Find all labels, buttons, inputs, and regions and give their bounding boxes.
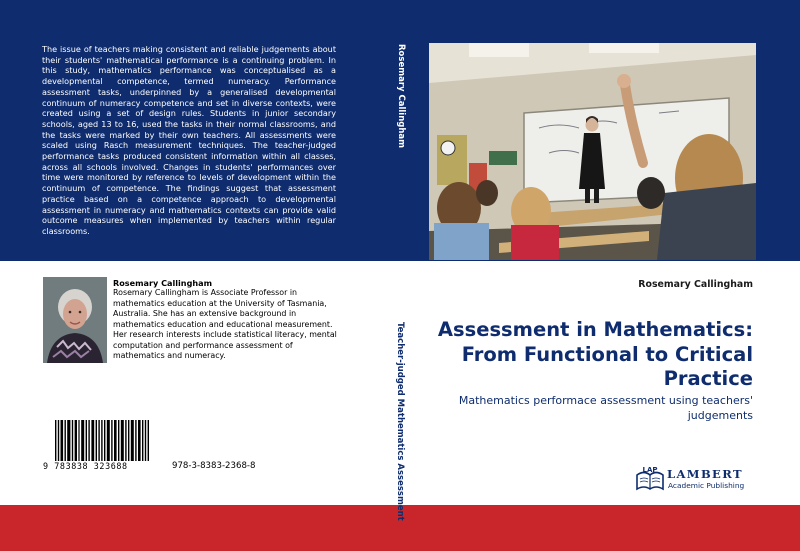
author-photo [43, 277, 107, 363]
publisher-name: LAMBERT [667, 467, 743, 481]
barcode-digits: 9 783838 323688 [43, 461, 165, 471]
isbn: 978-3-8383-2368-8 [172, 461, 256, 471]
bio-author-name: Rosemary Callingham [113, 278, 213, 288]
publisher-icon-text: LAP [642, 466, 658, 474]
spine-title: Teacher-judged Mathematics Assessment [395, 322, 405, 521]
front-author: Rosemary Callingham [638, 279, 753, 290]
publisher-tagline: Academic Publishing [668, 481, 745, 490]
book-title: Assessment in Mathematics: From Functional to Critical Practice [437, 318, 753, 390]
book-subtitle: Mathematics performace assessment using teachers' judgements [458, 394, 753, 422]
classroom-photo [429, 43, 756, 260]
back-cover-abstract: The issue of teachers making consistent and reliable judgements about their students' mathematical performance is a continuing problem. In this study, mathematics performance was conceptualised as a developmental competence, termed numeracy. Performance assessment tasks, underpinned by a generalised developmental continuum of numeracy competence and set in diverse contexts, were created using a set of design rules. Students in junior secondary schools, aged 13 to 16, used the tasks in their normal classrooms, and the tasks were marked by their own teachers. All assessments were scaled using Rasch measurement techniques. The teacher-judged performance tasks produced consistent information within all classes, across all schools involved. Changes in students' performances over time were monitored by reference to levels of development within the continuum of competence. The findings suggest that assessment practice based on a competence approach to developmental assessment in numeracy and mathematics contexts can provide valid outcome measures when implemented by teachers within regular classrooms. [42, 44, 336, 236]
spine-author: Rosemary Callingham [396, 44, 406, 148]
publisher-logo [634, 463, 756, 493]
author-biography: Rosemary Callingham is Associate Professor in mathematics education at the University of Tasmania, Australia. She has an extensive background in mathematics education and educational measurement. Her research interests include statistical literacy, mental computation and performance assessment of mathematics and numeracy. [113, 288, 337, 360]
open-book-icon [634, 463, 666, 493]
